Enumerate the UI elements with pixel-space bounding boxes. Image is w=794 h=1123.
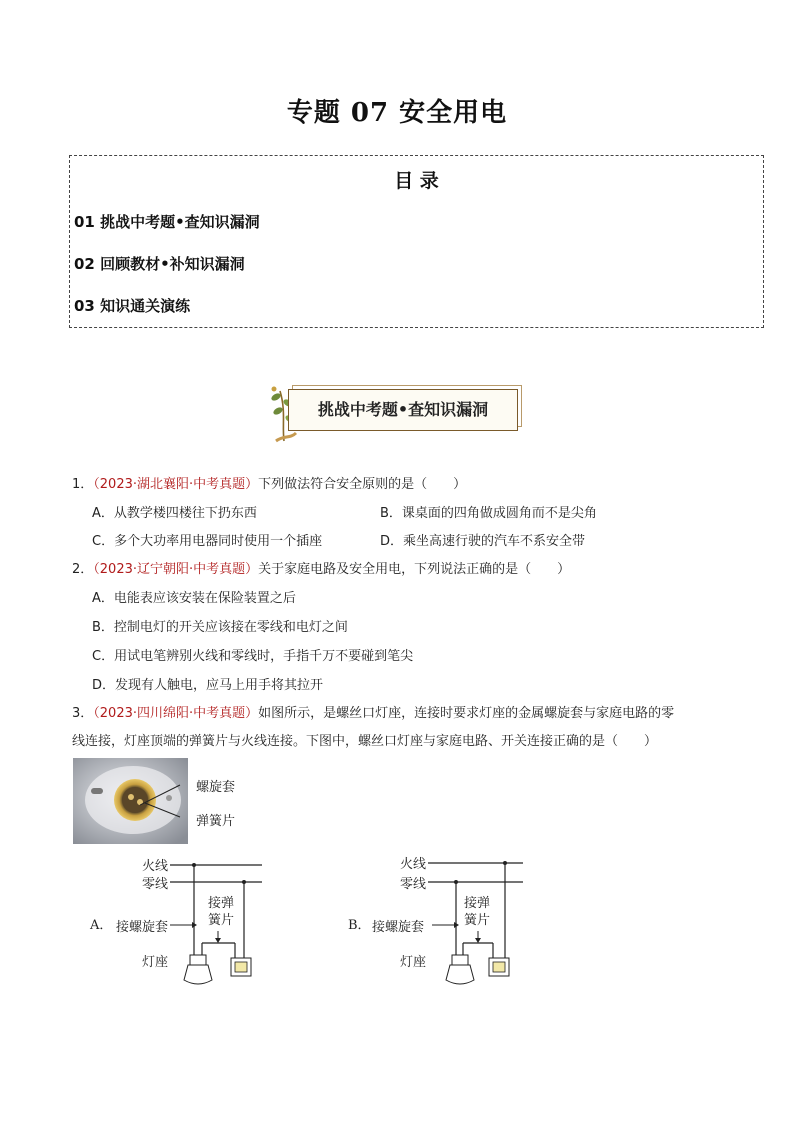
question-source: （2023·辽宁朝阳·中考真题） <box>93 562 259 577</box>
option-d: D．发现有人触电，应马上用手将其拉开 <box>92 678 324 693</box>
toc-item-3[interactable]: 03 知识通关演练 <box>74 297 191 315</box>
label-spring-2: 簧片 <box>464 913 491 928</box>
label-screw: 接螺旋套 <box>372 920 425 935</box>
page-title: 专题 07 安全用电 <box>286 98 508 128</box>
toc-heading: 目 录 <box>394 170 439 192</box>
label-spring-1: 接弹 <box>208 896 235 911</box>
toc-item-1[interactable]: 01 挑战中考题•查知识漏洞 <box>74 213 260 231</box>
question-2: 2．（2023·辽宁朝阳·中考真题）关于家庭电路及安全用电，下列说法正确的是（ ） <box>72 562 571 577</box>
section-banner <box>266 383 524 443</box>
label-spring-plate: 弹簧片 <box>196 814 236 829</box>
option-a-label: A． <box>90 918 113 933</box>
label-screw: 接螺旋套 <box>116 920 169 935</box>
table-of-contents <box>69 155 764 328</box>
option-b: B．课桌面的四角做成圆角而不是尖角 <box>380 506 597 521</box>
option-c: C．用试电笔辨别火线和零线时，手指千万不要碰到笔尖 <box>92 649 414 664</box>
label-zero-line: 零线 <box>400 877 427 892</box>
label-spring-2: 簧片 <box>208 913 235 928</box>
question-source: （2023·湖北襄阳·中考真题） <box>93 477 259 492</box>
option-a: A．电能表应该安装在保险装置之后 <box>92 591 296 606</box>
option-a: A．从教学楼四楼往下扔东西 <box>92 506 257 521</box>
label-socket: 灯座 <box>142 955 169 970</box>
label-socket: 灯座 <box>400 955 427 970</box>
question-3-line2: 线连接，灯座顶端的弹簧片与火线连接。下图中，螺丝口灯座与家庭电路、开关连接正确的是（ ） <box>72 734 658 749</box>
option-c: C．多个大功率用电器同时使用一个插座 <box>92 534 323 549</box>
option-b-label: B． <box>348 918 371 933</box>
label-screw-sleeve: 螺旋套 <box>196 780 236 795</box>
label-fire-line: 火线 <box>142 859 169 874</box>
question-source: （2023·四川绵阳·中考真题） <box>93 706 259 721</box>
toc-item-2[interactable]: 02 回顾教材•补知识漏洞 <box>74 255 245 273</box>
diagram-a <box>90 855 290 990</box>
option-b: B．控制电灯的开关应该接在零线和电灯之间 <box>92 620 348 635</box>
diagram-b <box>348 855 548 990</box>
question-3: 3．（2023·四川绵阳·中考真题）如图所示，是螺丝口灯座，连接时要求灯座的金属螺旋套与家庭电路的零 <box>72 706 675 721</box>
option-d: D．乘坐高速行驶的汽车不系安全带 <box>380 534 586 549</box>
label-zero-line: 零线 <box>142 877 169 892</box>
banner-title: 挑战中考题•查知识漏洞 <box>317 400 489 419</box>
label-fire-line: 火线 <box>400 857 427 872</box>
label-spring-1: 接弹 <box>464 896 491 911</box>
question-1: 1．（2023·湖北襄阳·中考真题）下列做法符合安全原则的是（ ） <box>72 477 467 492</box>
